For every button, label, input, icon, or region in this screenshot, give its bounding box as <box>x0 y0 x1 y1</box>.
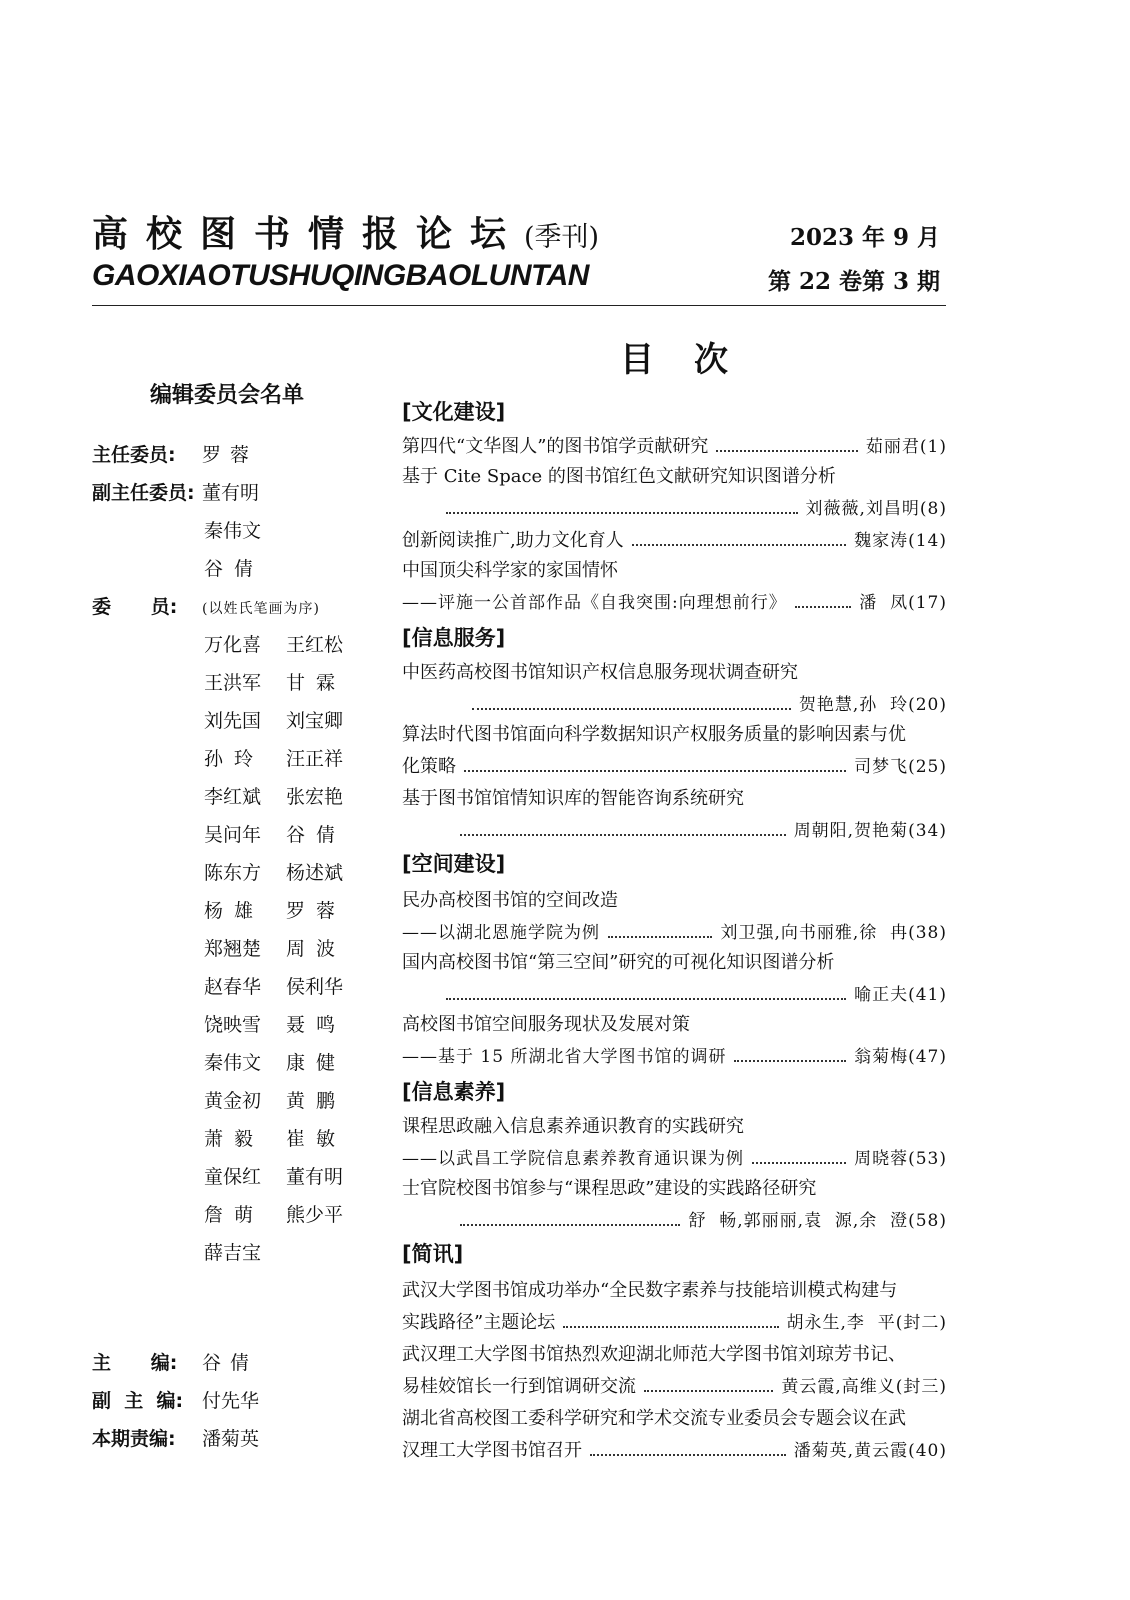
header-divider <box>92 305 946 306</box>
toc-entry-author: 周晓蓉(53) <box>854 1149 947 1169</box>
toc-entry[interactable] <box>402 432 947 458</box>
toc-leader <box>644 1390 773 1392</box>
toc-entry-subtitle: ——以湖北恩施学院为例 <box>402 923 600 943</box>
toc-entry-author: 刘卫强,向书丽雅,徐 冉(38) <box>720 923 947 943</box>
toc-leader <box>752 1162 846 1164</box>
board-member-pair <box>204 820 368 847</box>
toc-entry-author: 胡永生,李 平(封二) <box>786 1313 947 1333</box>
toc-entry-title[interactable]: 基于图书馆馆情知识库的智能咨询系统研究 <box>402 788 744 809</box>
member-name: 黄鹏 <box>286 1090 347 1112</box>
board-name: 谷倩 <box>204 558 265 580</box>
member-name: 董有明 <box>286 1166 344 1188</box>
toc-entry-title[interactable]: 基于 Cite Space 的图书馆红色文献研究知识图谱分析 <box>402 466 836 487</box>
board-member-pair <box>204 668 368 695</box>
toc-section-heading: [信息素养] <box>402 1080 506 1104</box>
toc-entry-title[interactable]: 中医药高校图书馆知识产权信息服务现状调查研究 <box>402 662 798 683</box>
board-member-pair <box>204 1200 368 1227</box>
journal-frequency: (季刊) <box>524 222 600 253</box>
toc-entry-cont <box>402 588 947 613</box>
board-director-row <box>92 440 258 470</box>
board-member-pair <box>204 934 368 961</box>
journal-title-pinyin: GAOXIAOTUSHUQINGBAOLUNTAN <box>92 259 589 292</box>
board-label: 本期责编: <box>92 1428 176 1450</box>
member-name: 吴问年 <box>204 824 262 846</box>
board-label: 主 编: <box>92 1352 178 1374</box>
toc-entry-subtitle: ——基于 15 所湖北省大学图书馆的调研 <box>402 1047 727 1067</box>
toc-entry-title[interactable]: 武汉大学图书馆成功举办“全民数字素养与技能培训模式构建与 <box>402 1280 898 1301</box>
toc-entry-title-cont: 化策略 <box>402 756 456 777</box>
member-name: 黄金初 <box>204 1090 262 1112</box>
member-name: 郑翘楚 <box>204 938 262 960</box>
member-name: 童保红 <box>204 1166 262 1188</box>
toc-leader <box>446 998 846 1000</box>
member-name: 刘宝卿 <box>286 710 344 732</box>
toc-entry-author: 黄云霞,高维义(封三) <box>781 1377 947 1397</box>
board-member-pair <box>204 706 368 733</box>
board-vice-row <box>204 516 286 543</box>
board-member-pair <box>204 1238 286 1265</box>
board-label: 副主任委员: <box>92 482 195 504</box>
toc-entry-title-cont: 实践路径”主题论坛 <box>402 1312 556 1333</box>
issue-editor-row <box>92 1424 259 1454</box>
board-member-pair <box>204 1010 368 1037</box>
board-vice-row <box>204 554 286 581</box>
toc-entry-title: 创新阅读推广,助力文化育人 <box>402 530 624 551</box>
toc-leader <box>446 512 798 514</box>
toc-entry-cont <box>402 1206 947 1231</box>
toc-leader <box>734 1060 846 1062</box>
toc-entry-cont <box>402 1372 947 1398</box>
toc-leader <box>590 1454 786 1456</box>
board-member-pair <box>204 630 368 657</box>
member-name: 甘霖 <box>286 672 347 694</box>
board-member-pair <box>204 1048 368 1075</box>
toc-leader <box>464 770 846 772</box>
member-name: 王洪军 <box>204 672 262 694</box>
toc-entry-title[interactable]: 士官院校图书馆参与“课程思政”建设的实践路径研究 <box>402 1178 817 1199</box>
toc-entry-author: 潘菊英,黄云霞(40) <box>793 1441 947 1461</box>
toc-entry-author: 周朝阳,贺艳菊(34) <box>793 821 947 841</box>
toc-entry-title-cont: 汉理工大学图书馆召开 <box>402 1440 582 1461</box>
toc-entry-cont <box>402 690 947 715</box>
board-member-pair <box>204 1162 368 1189</box>
member-name: 罗蓉 <box>286 900 347 922</box>
member-name: 孙玲 <box>204 748 265 770</box>
toc-entry-title[interactable]: 算法时代图书馆面向科学数据知识产权服务质量的影响因素与优 <box>402 724 906 745</box>
board-members-note: (以姓氏笔画为序) <box>202 601 320 617</box>
toc-entry-author: 翁菊梅(47) <box>854 1047 947 1067</box>
issue-volume: 第 22 卷第 3 期 <box>767 268 940 295</box>
toc-entry-cont <box>402 752 947 778</box>
toc-entry-cont <box>402 1436 947 1462</box>
member-name: 汪正祥 <box>286 748 344 770</box>
member-name: 康健 <box>286 1052 347 1074</box>
toc-section-heading: [简讯] <box>402 1242 464 1266</box>
toc-entry-title-cont: 易桂姣馆长一行到馆调研交流 <box>402 1376 636 1397</box>
member-name: 谷倩 <box>286 824 347 846</box>
toc-entry-title[interactable]: 武汉理工大学图书馆热烈欢迎湖北师范大学图书馆刘琼芳书记、 <box>402 1344 906 1365</box>
board-label: 副 主 编: <box>92 1390 184 1412</box>
toc-entry-title[interactable]: 高校图书馆空间服务现状及发展对策 <box>402 1014 690 1035</box>
toc-entry-title[interactable]: 课程思政融入信息素养通识教育的实践研究 <box>402 1116 744 1137</box>
member-name: 万化喜 <box>204 634 262 656</box>
board-label: 主任委员: <box>92 444 176 466</box>
toc-entry-title[interactable]: 湖北省高校图工委科学研究和学术交流专业委员会专题会议在武 <box>402 1408 906 1429</box>
toc-leader <box>632 544 846 546</box>
board-member-pair <box>204 744 368 771</box>
toc-leader <box>472 708 791 710</box>
board-name: 董有明 <box>202 482 260 504</box>
toc-entry-author: 魏家涛(14) <box>854 531 947 551</box>
issue-date: 2023 年 9 月 <box>789 224 940 251</box>
board-vice-row <box>92 478 259 508</box>
toc-entry-cont <box>402 1042 947 1067</box>
toc-entry-cont <box>402 980 947 1005</box>
member-name: 崔敏 <box>286 1128 347 1150</box>
toc-entry-title: 第四代“文华图人”的图书馆学贡献研究 <box>402 436 709 457</box>
board-member-pair <box>204 972 368 999</box>
editorial-board-title: 编辑委员会名单 <box>150 383 305 408</box>
journal-title: 高校图书情报论坛(季刊) <box>92 213 600 255</box>
toc-entry[interactable] <box>402 526 947 552</box>
board-members-row <box>92 592 320 622</box>
board-member-pair <box>204 1086 368 1113</box>
toc-leader <box>716 450 858 452</box>
toc-entry-subtitle: ——以武昌工学院信息素养教育通识课为例 <box>402 1149 744 1169</box>
toc-entry-title[interactable]: 国内高校图书馆“第三空间”研究的可视化知识图谱分析 <box>402 952 835 973</box>
toc-section-heading: [文化建设] <box>402 400 506 424</box>
toc-entry-title[interactable]: 中国顶尖科学家的家国情怀 <box>402 560 618 581</box>
member-name: 熊少平 <box>286 1204 344 1226</box>
board-member-pair <box>204 858 368 885</box>
board-name: 秦伟文 <box>204 520 262 542</box>
toc-entry-cont <box>402 494 947 519</box>
toc-entry-author: 茹丽君(1) <box>865 437 947 457</box>
toc-entry-author: 舒 畅,郭丽丽,袁 源,余 澄(58) <box>688 1211 947 1231</box>
deputy-editor-row <box>92 1386 259 1416</box>
board-name: 潘菊英 <box>202 1428 260 1450</box>
toc-entry-cont <box>402 816 947 841</box>
member-name: 张宏艳 <box>286 786 344 808</box>
board-name: 谷倩 <box>202 1352 259 1374</box>
board-member-pair <box>204 1124 368 1151</box>
toc-entry-author: 潘 凤(17) <box>859 593 947 613</box>
toc-leader <box>460 834 786 836</box>
member-name: 薛吉宝 <box>204 1242 262 1264</box>
toc-entry-author: 贺艳慧,孙 玲(20) <box>798 695 947 715</box>
toc-entry-author: 喻正夫(41) <box>854 985 947 1005</box>
toc-entry-cont <box>402 1144 947 1169</box>
member-name: 周波 <box>286 938 347 960</box>
member-name: 秦伟文 <box>204 1052 262 1074</box>
toc-entry-title[interactable]: 民办高校图书馆的空间改造 <box>402 890 618 911</box>
toc-leader <box>563 1326 778 1328</box>
board-name: 罗蓉 <box>202 444 259 466</box>
toc-entry-cont <box>402 918 947 943</box>
member-name: 饶映雪 <box>204 1014 262 1036</box>
member-name: 侯利华 <box>286 976 344 998</box>
member-name: 杨雄 <box>204 900 265 922</box>
toc-section-heading: [空间建设] <box>402 852 506 876</box>
toc-leader <box>460 1224 680 1226</box>
board-name: 付先华 <box>202 1390 260 1412</box>
toc-entry-subtitle: ——评施一公首部作品《自我突围:向理想前行》 <box>402 593 787 613</box>
member-name: 刘先国 <box>204 710 262 732</box>
toc-leader <box>608 936 712 938</box>
member-name: 王红松 <box>286 634 344 656</box>
toc-leader <box>795 606 852 608</box>
member-name: 陈东方 <box>204 862 262 884</box>
member-name: 李红斌 <box>204 786 262 808</box>
member-name: 萧毅 <box>204 1128 265 1150</box>
member-name: 杨述斌 <box>286 862 344 884</box>
toc-entry-author: 司梦飞(25) <box>854 757 947 777</box>
board-label: 委 员: <box>92 596 178 618</box>
toc-entry-cont <box>402 1308 947 1334</box>
member-name: 赵春华 <box>204 976 262 998</box>
member-name: 詹萌 <box>204 1204 265 1226</box>
chief-editor-row <box>92 1348 258 1378</box>
member-name: 聂鸣 <box>286 1014 347 1036</box>
board-member-pair <box>204 896 368 923</box>
board-member-pair <box>204 782 368 809</box>
toc-heading: 目次 <box>620 340 768 380</box>
toc-entry-author: 刘薇薇,刘昌明(8) <box>805 499 947 519</box>
toc-section-heading: [信息服务] <box>402 626 506 650</box>
